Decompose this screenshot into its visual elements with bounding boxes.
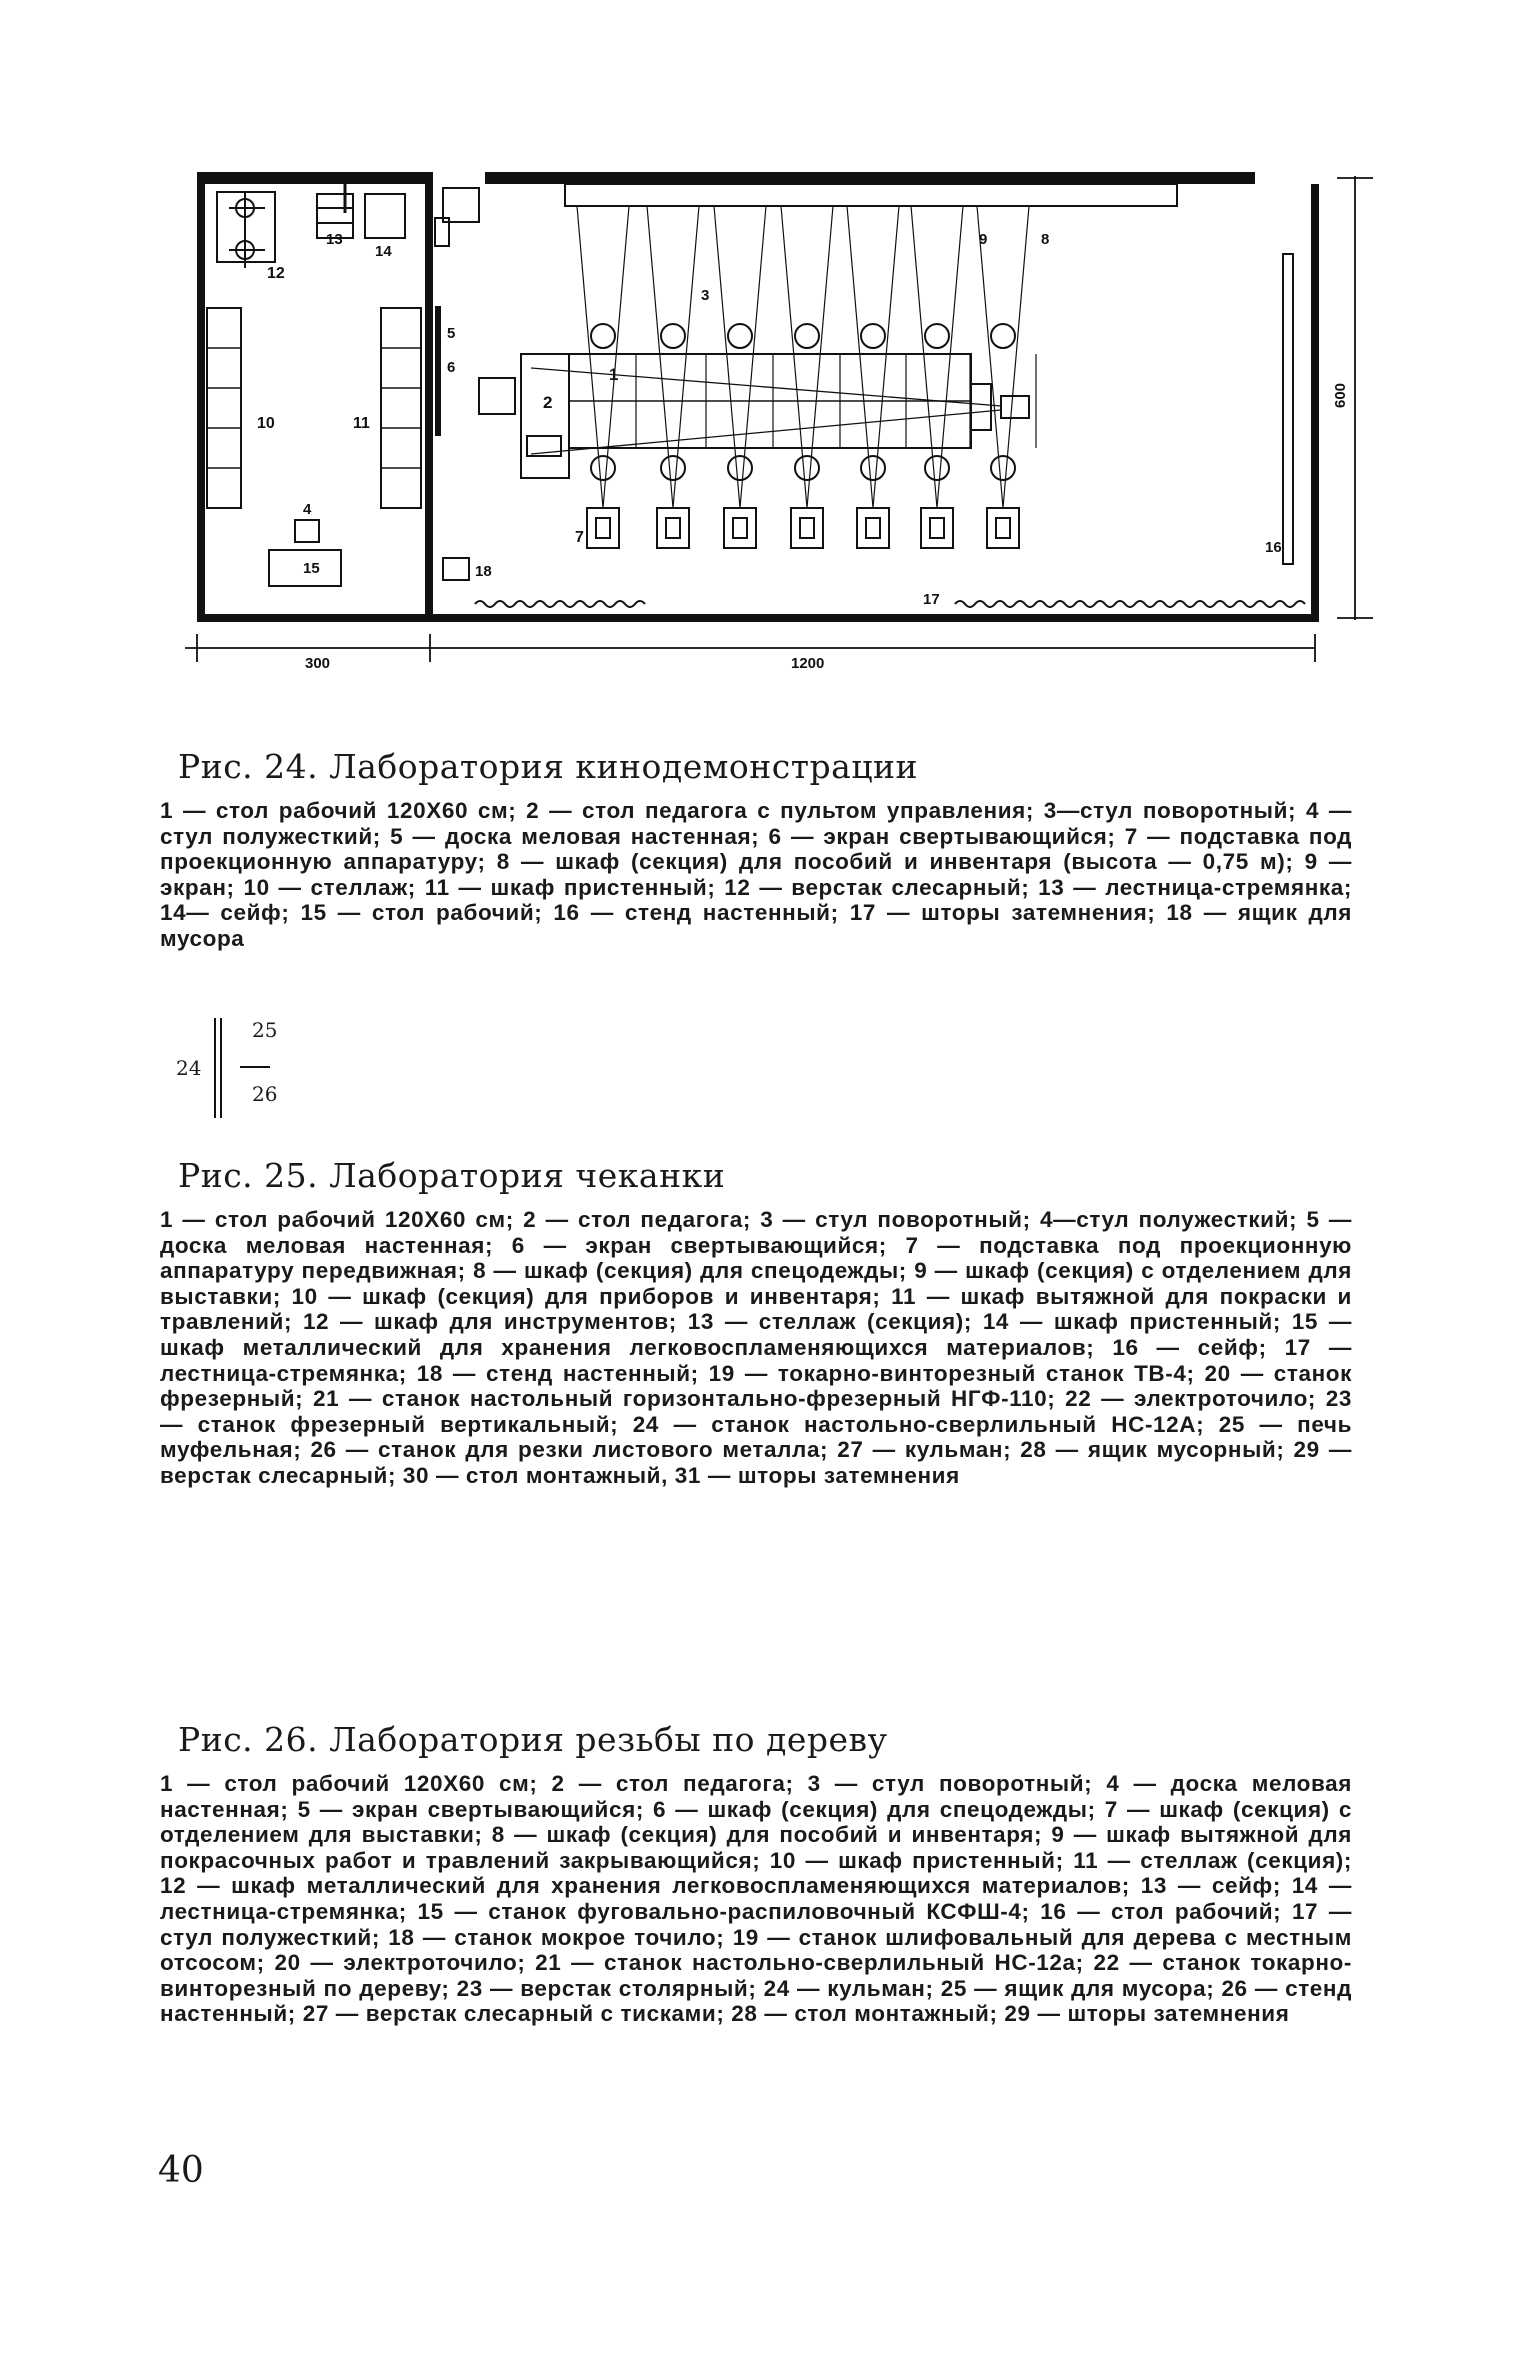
projection-beam [714, 206, 740, 508]
chair-4 [295, 520, 319, 542]
chair-3 [591, 324, 615, 348]
projector-icon [666, 518, 680, 538]
chair-3 [991, 324, 1015, 348]
chair-3 [795, 456, 819, 480]
plan-label: 11 [353, 415, 370, 432]
projector-icon [800, 518, 814, 538]
projector-stand-7 [657, 508, 689, 548]
cabinet-11 [381, 308, 421, 508]
figure-25-legend: 1 — стол рабочий 120Х60 см; 2 — стол педагога; 3 — стул поворотный; 4—стул полужесткий; 5 — доска меловая настенная; 6 — экран свертывающийся; 7 — подставка под проекционную аппаратуру передвижная; 8 — шкаф (секция) для спецодежды; 9 — шкаф (секция) с отделением для выставки; 10 — шкаф (секция) для приборов и инвентаря; 11 — шкаф вытяжной для покраски и травлений; 12 — шкаф для инструментов; 13 — стеллаж (секция); 14 — шкаф пристенный; 15 — шкаф металлический для хранения легковоспламеняющихся материалов; 16 — сейф; 17 — лестница-стремянка; 18 — стенд настенный; 19 — токарно-винторезный станок ТВ-4; 20 — станок фрезерный; 21 — станок настольный горизонтально-фрезерный НГФ-110; 22 — электроточило; 23 — станок фрезерный вертикальный; 24 — станок настольно-сверлильный НС-12А; 25 — печь муфельная; 26 — станок для резки листового металла; 27 — кульман; 28 — ящик мусорный; 29 — верстак слесарный; 30 — стол монтажный, 31 — шторы затемнения [160, 1207, 1352, 1488]
projector-stand-7 [857, 508, 889, 548]
chair-3 [861, 324, 885, 348]
plan-label: 4 [303, 501, 312, 518]
key-divider [220, 1018, 222, 1118]
trash-18 [443, 558, 469, 580]
chair-3 [925, 456, 949, 480]
curtains-17 [955, 601, 1305, 607]
chair-3 [795, 324, 819, 348]
projection-beam [603, 206, 629, 508]
projector-box [1001, 396, 1029, 418]
page-number: 40 [158, 2150, 204, 2191]
projector-icon [733, 518, 747, 538]
floor-plan-figure-24 [185, 168, 1385, 708]
chair-3 [861, 456, 885, 480]
projector-icon [866, 518, 880, 538]
figure-26-legend: 1 — стол рабочий 120Х60 см; 2 — стол педагога; 3 — стул поворотный; 4 — доска меловая настенная; 5 — экран свертывающийся; 6 — шкаф (секция) для спецодежды; 7 — шкаф (секция) с отделением для выставки; 8 — шкаф (секция) для пособий и инвентаря; 9 — шкаф вытяжной для покрасочных работ и травлений закрывающийся; 10 — шкаф пристенный; 11 — стеллаж (секция); 12 — шкаф металлический для хранения легковоспламеняющихся материалов; 13 — сейф; 14 — лестница-стремянка; 15 — станок фуговально-распиловочный КСФШ-4; 16 — стол рабочий; 17 — стул полужесткий; 18 — станок мокрое точило; 19 — станок шлифовальный для дерева с местным отсосом; 20 — электроточило; 21 — станок настольно-сверлильный НС-12а; 22 — станок токарно-винторезный по дереву; 23 — верстак столярный; 24 — кульман; 25 — ящик для мусора; 26 — стенд настенный; 27 — верстак слесарный с тисками; 28 — стол монтажный; 29 — шторы затемнения [160, 1771, 1352, 2027]
plan-label: 5 [447, 325, 456, 342]
teacher-desk [521, 354, 569, 478]
projector-stand-7 [921, 508, 953, 548]
projection-beam [977, 206, 1003, 508]
plan-label: 1 [609, 365, 619, 384]
figure-25-caption: Рис. 25. Лаборатория чеканки [178, 1156, 726, 1195]
figure-24-legend: 1 — стол рабочий 120Х60 см; 2 — стол педагога с пультом управления; 3—стул поворотный; 4 — стул полужесткий; 5 — доска меловая настенная; 6 — экран свертывающийся; 7 — подставка под проекционную аппаратуру; 8 — шкаф (секция) для пособий и инвентаря (высота — 0,75 м); 9 — экран; 10 — стеллаж; 11 — шкаф пристенный; 12 — верстак слесарный; 13 — лестница-стремянка; 14— сейф; 15 — стол рабочий; 16 — стенд настенный; 17 — шторы затемнения; 18 — ящик для мусора [160, 798, 1352, 951]
projection-beam [781, 206, 807, 508]
plan-label: 17 [923, 591, 940, 608]
projector-stand-7 [587, 508, 619, 548]
projection-beam [911, 206, 937, 508]
board-5 [435, 306, 441, 436]
sink [443, 188, 479, 222]
dimension-label: 1200 [791, 655, 825, 672]
chair-3 [925, 324, 949, 348]
teacher-table-2 [479, 378, 515, 414]
projector-icon [930, 518, 944, 538]
plan-label: 14 [375, 243, 392, 260]
plan-label: 18 [475, 563, 492, 580]
projection-beam [873, 206, 899, 508]
projection-beam [647, 206, 673, 508]
wall-left [197, 172, 205, 622]
chair-3 [728, 456, 752, 480]
stand-16 [1283, 254, 1293, 564]
plan-label: 10 [257, 415, 275, 432]
dimension-label: 300 [305, 655, 331, 672]
plan-label: 7 [575, 529, 584, 546]
wall-partition [425, 172, 433, 622]
plan-label: 9 [979, 231, 988, 248]
plan-label: 6 [447, 359, 456, 376]
projector-stand-7 [724, 508, 756, 548]
rack-10 [207, 308, 241, 508]
projector-icon [596, 518, 610, 538]
projection-beam [673, 206, 699, 508]
chair-3 [728, 324, 752, 348]
cabinets-8 [565, 184, 1177, 206]
projection-beam [1003, 206, 1029, 508]
projection-beam [740, 206, 766, 508]
projection-beam [847, 206, 873, 508]
screen-9 [971, 384, 991, 430]
figure-24-caption: Рис. 24. Лаборатория кинодемонстрации [178, 747, 919, 786]
projector-stand-7 [791, 508, 823, 548]
projector-icon [996, 518, 1010, 538]
wall-bottom [197, 614, 1319, 622]
wall-right [1311, 184, 1319, 622]
plan-label: 12 [267, 265, 285, 282]
safe-14 [365, 194, 405, 238]
key-top-number: 25 [252, 1018, 278, 1042]
chair-3 [991, 456, 1015, 480]
chair-3 [591, 456, 615, 480]
plan-label: 2 [543, 393, 553, 412]
figure-26-caption: Рис. 26. Лаборатория резьбы по дереву [178, 1720, 888, 1759]
projection-beam [937, 206, 963, 508]
plan-label: 8 [1041, 231, 1050, 248]
figure-layout-key [170, 1008, 310, 1118]
wall-top-right [485, 172, 1255, 184]
key-divider [240, 1066, 270, 1068]
dimension-label: 600 [1332, 382, 1349, 408]
chair-3 [661, 456, 685, 480]
projection-beam [577, 206, 603, 508]
chair-3 [661, 324, 685, 348]
projection-beam [807, 206, 833, 508]
plan-label: 3 [701, 287, 710, 304]
plan-label: 13 [326, 231, 343, 248]
key-divider [214, 1018, 216, 1118]
curtains-17 [475, 601, 645, 607]
wall-top-left [197, 172, 427, 184]
key-bottom-number: 26 [252, 1082, 278, 1106]
projector-stand-7 [987, 508, 1019, 548]
plan-label: 16 [1265, 539, 1282, 556]
plan-label: 15 [303, 560, 320, 577]
key-left-number: 24 [176, 1056, 202, 1080]
